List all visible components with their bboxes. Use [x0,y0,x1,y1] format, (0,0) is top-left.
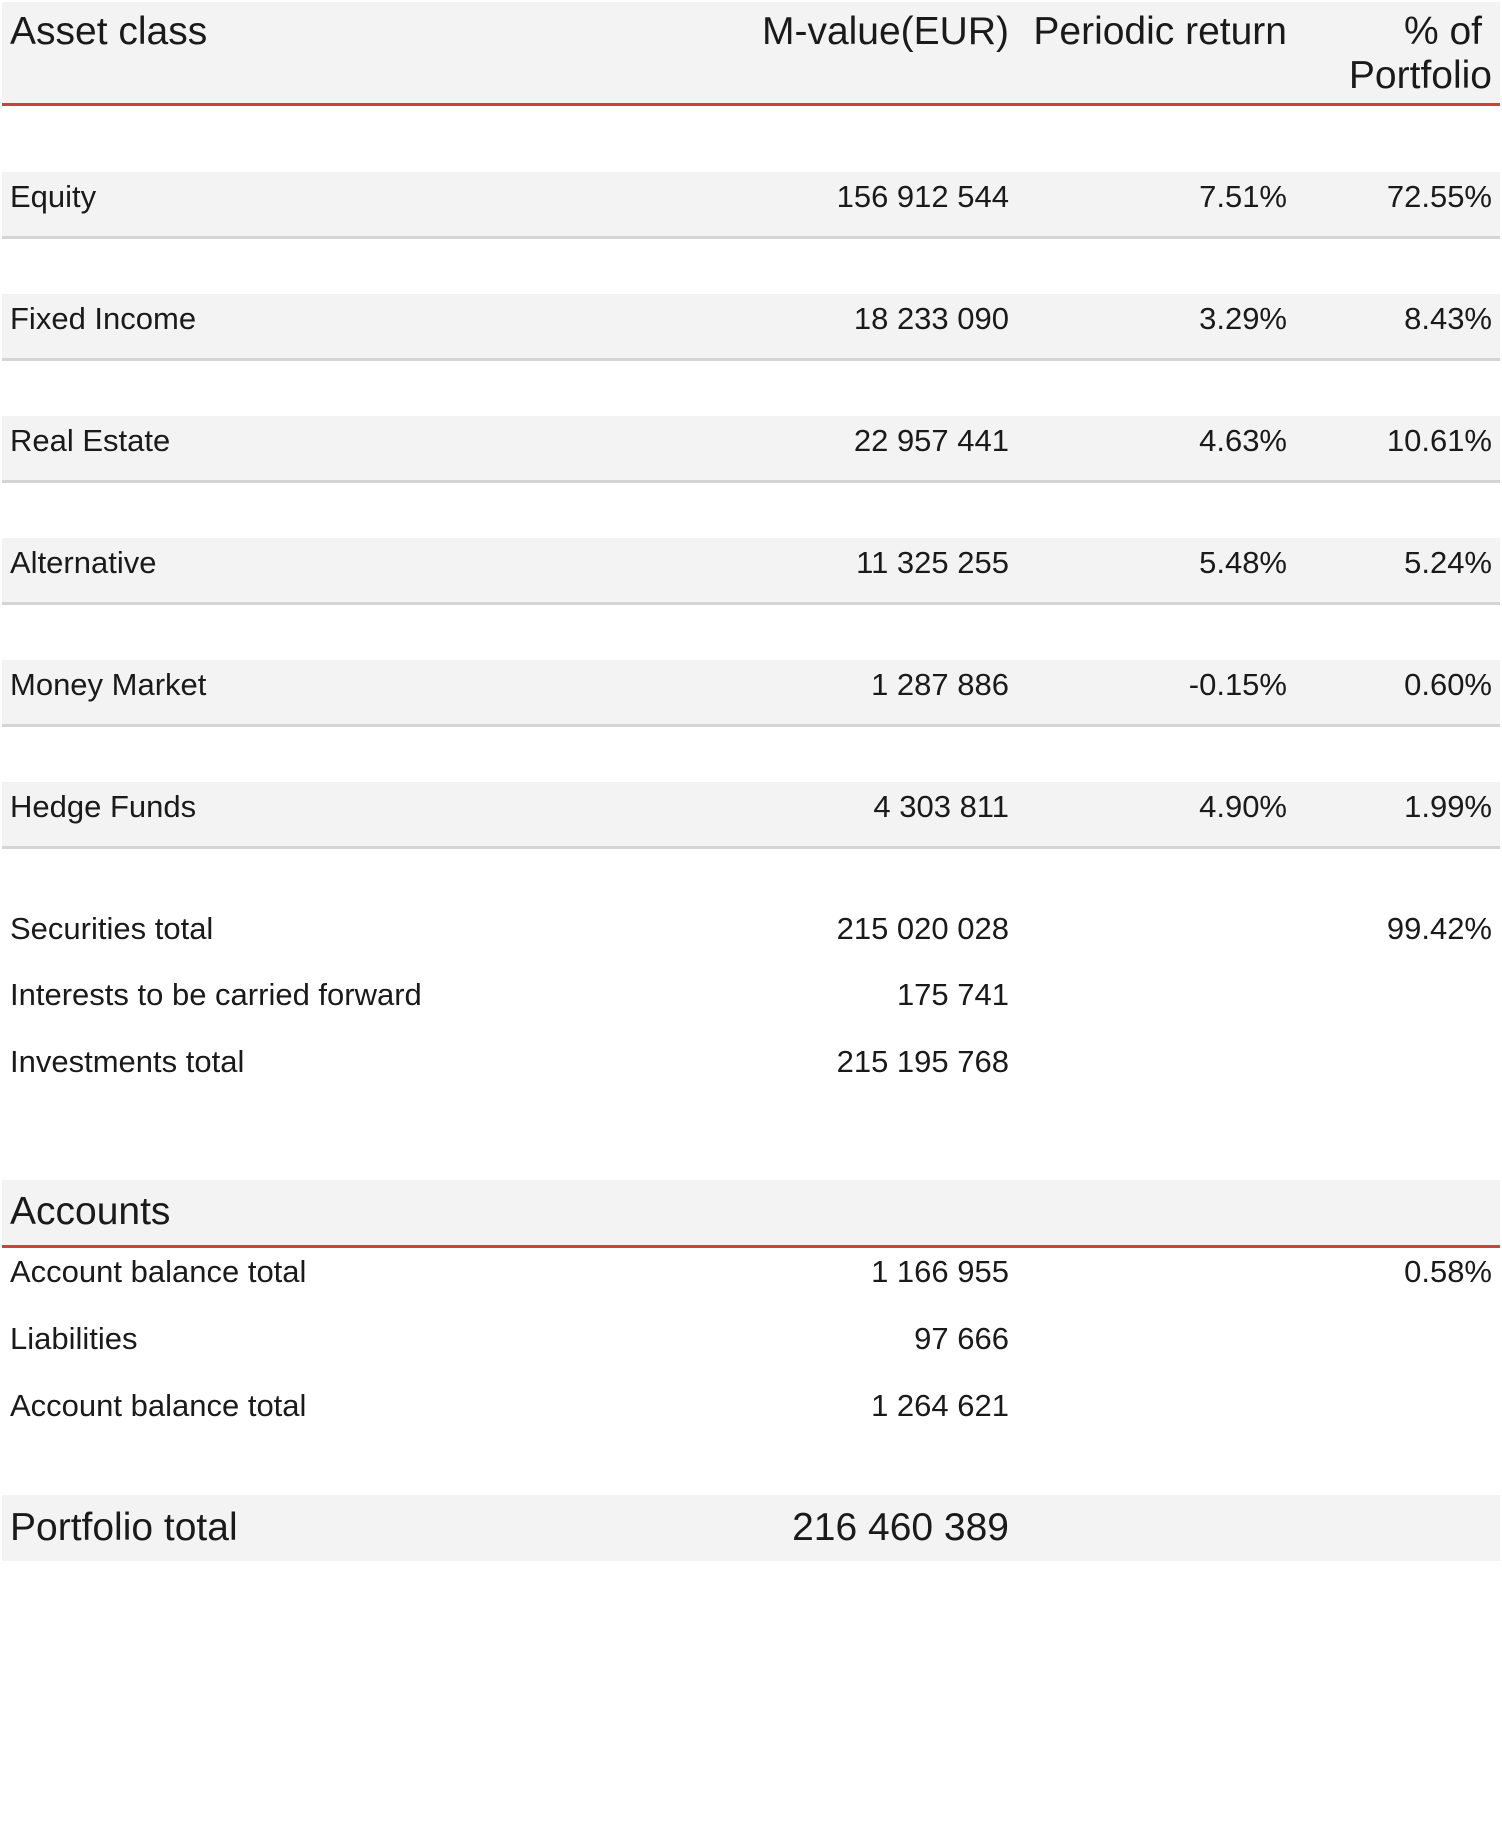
asset-name: Alternative [10,545,157,580]
header-pct-of-portfolio [1312,10,1492,98]
row-divider [2,602,1500,605]
account-balance-pct: 0.58% [1404,1254,1492,1289]
asset-pct: 1.99% [1404,789,1492,824]
liabilities-label: Liabilities [10,1321,138,1356]
asset-value: 1 287 886 [871,667,1009,702]
asset-return: 7.51% [1199,179,1287,214]
asset-pct: 0.60% [1404,667,1492,702]
securities-total-value: 215 020 028 [836,911,1009,946]
header-pct-of: % of [1403,10,1482,53]
account-balance-label: Account balance total [10,1254,307,1289]
row-divider [2,480,1500,483]
header-asset-class: Asset class [10,10,208,53]
header-divider [2,103,1500,106]
portfolio-total-label: Portfolio total [10,1506,238,1549]
row-divider [2,846,1500,849]
asset-return: 3.29% [1199,301,1287,336]
asset-pct: 10.61% [1386,423,1492,458]
asset-name: Real Estate [10,423,171,458]
accounts-title: Accounts [10,1190,171,1233]
header-m-value: M-value(EUR) [761,10,1009,53]
accounts-divider [2,1245,1500,1248]
investments-total-label: Investments total [10,1044,245,1079]
asset-value: 22 957 441 [853,423,1009,458]
asset-value: 156 912 544 [836,179,1009,214]
header-portfolio: Portfolio [1348,54,1492,97]
header-periodic-return: Periodic return [1033,10,1287,53]
accounts-header-band [2,1180,1500,1246]
asset-value: 4 303 811 [873,789,1009,824]
asset-pct: 72.55% [1386,179,1492,214]
securities-total-label: Securities total [10,911,214,946]
interests-label: Interests to be carried forward [10,977,422,1012]
asset-return: 4.90% [1199,789,1287,824]
asset-value: 18 233 090 [853,301,1009,336]
asset-name: Equity [10,179,97,214]
asset-value: 11 325 255 [856,545,1009,580]
asset-return: 4.63% [1199,423,1287,458]
asset-name: Hedge Funds [10,789,197,824]
asset-return: 5.48% [1199,545,1287,580]
account-balance-value: 1 166 955 [871,1254,1009,1289]
liabilities-value: 97 666 [914,1321,1009,1356]
asset-name: Money Market [10,667,207,702]
interests-value: 175 741 [896,977,1009,1012]
asset-return: -0.15% [1188,667,1287,702]
portfolio-total-value: 216 460 389 [792,1506,1009,1549]
investments-total-value: 215 195 768 [836,1044,1009,1079]
account-balance-2-label: Account balance total [10,1388,307,1423]
asset-pct: 5.24% [1404,545,1492,580]
row-divider [2,236,1500,239]
row-divider [2,358,1500,361]
row-divider [2,724,1500,727]
asset-pct: 8.43% [1404,301,1492,336]
account-balance-2-value: 1 264 621 [871,1388,1009,1423]
securities-total-pct: 99.42% [1386,911,1492,946]
asset-name: Fixed Income [10,301,197,336]
